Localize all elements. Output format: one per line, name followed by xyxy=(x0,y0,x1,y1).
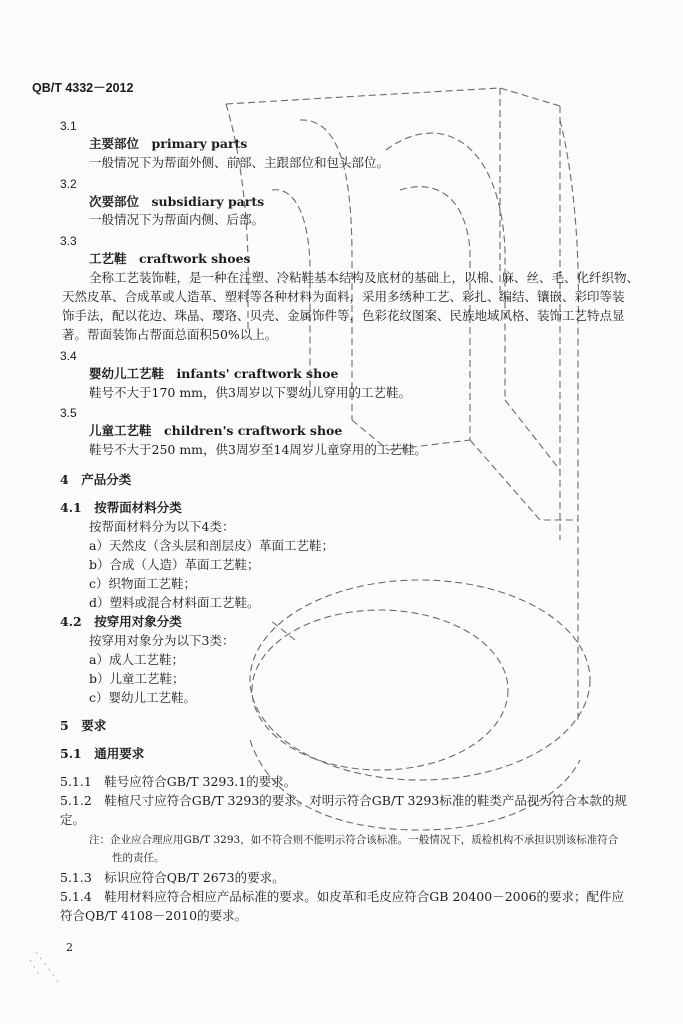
note-continuation: 性的责任。 xyxy=(112,852,165,864)
clause: 5.1.2 鞋楦尺寸应符合GB/T 3293的要求。对明示符合GB/T 3293标准的鞋类产品视为符合本款的规 xyxy=(60,793,627,808)
term-title: 儿童工艺鞋 children's craftwork shoe xyxy=(89,423,343,438)
list-item: b）合成（人造）革面工艺鞋； xyxy=(89,557,260,572)
list-item: d）塑料或混合材料面工艺鞋。 xyxy=(89,595,260,610)
list-item: c）织物面工艺鞋； xyxy=(89,576,197,591)
page-number: 2 xyxy=(66,941,73,954)
term-number: 3.3 xyxy=(60,234,77,248)
list-item: a）天然皮（含头层和剖层皮）革面工艺鞋； xyxy=(89,538,334,553)
term-number: 3.4 xyxy=(60,349,77,363)
term-definition-line: 著。帮面装饰占帮面总面积50%以上。 xyxy=(62,327,278,342)
list-item: b）儿童工艺鞋； xyxy=(89,671,185,686)
term-definition: 鞋号不大于170 mm，供3周岁以下婴幼儿穿用的工艺鞋。 xyxy=(89,385,411,400)
term-definition-line: 全称工艺装饰鞋，是一种在注塑、冷粘鞋基本结构及底材的基础上，以棉、麻、丝、毛、化纤织物、 xyxy=(89,270,640,285)
list-item: a）成人工艺鞋； xyxy=(89,652,184,667)
clause-continuation: 定。 xyxy=(60,812,86,827)
note: 注：企业应合理应用GB/T 3293，如不符合则不能明示符合该标准。一般情况下，质检机构不承担识别该标准符合 xyxy=(89,834,619,846)
clause-continuation: 符合QB/T 4108－2010的要求。 xyxy=(60,908,248,923)
subsection-intro: 按帮面材料分为以下4类： xyxy=(89,519,235,534)
term-definition: 一般情况下为帮面内侧、后部。 xyxy=(89,212,265,227)
clause: 5.1.3 标识应符合QB/T 2673的要求。 xyxy=(60,870,285,885)
subsection-heading: 4.2 按穿用对象分类 xyxy=(60,614,182,629)
clause: 5.1.1 鞋号应符合GB/T 3293.1的要求。 xyxy=(60,774,297,789)
section-heading: 4 产品分类 xyxy=(60,472,132,487)
section-heading: 5 要求 xyxy=(60,718,107,733)
term-title: 主要部位 primary parts xyxy=(89,136,248,151)
subsection-heading: 4.1 按帮面材料分类 xyxy=(60,500,182,515)
subsection-heading: 5.1 通用要求 xyxy=(60,746,145,761)
list-item: c）婴幼儿工艺鞋。 xyxy=(89,690,197,705)
subsection-intro: 按穿用对象分为以下3类： xyxy=(89,633,235,648)
standard-number: QB/T 4332－2012 xyxy=(32,81,134,95)
term-definition-line: 饰手法，配以花边、珠晶、璎珞、贝壳、金属饰件等，色彩花纹图案、民族地域风格、装饰工艺特点显 xyxy=(62,308,625,323)
term-title: 婴幼儿工艺鞋 infants' craftwork shoe xyxy=(89,366,339,381)
term-title: 次要部位 subsidiary parts xyxy=(89,194,265,209)
term-number: 3.1 xyxy=(60,119,77,133)
term-number: 3.2 xyxy=(60,177,77,191)
term-definition-line: 天然皮革、合成革或人造革、塑料等各种材料为面料，采用多绣种工艺、彩扎、编结、镶嵌、彩印等装 xyxy=(62,289,625,304)
term-title: 工艺鞋 craftwork shoes xyxy=(89,251,251,266)
term-definition: 鞋号不大于250 mm，供3周岁至14周岁儿童穿用的工艺鞋。 xyxy=(89,442,427,457)
clause: 5.1.4 鞋用材料应符合相应产品标准的要求。如皮革和毛皮应符合GB 20400－2006的要求；配件应 xyxy=(60,889,625,904)
term-number: 3.5 xyxy=(60,406,77,420)
term-definition: 一般情况下为帮面外侧、前部、主跟部位和包头部位。 xyxy=(89,155,390,170)
